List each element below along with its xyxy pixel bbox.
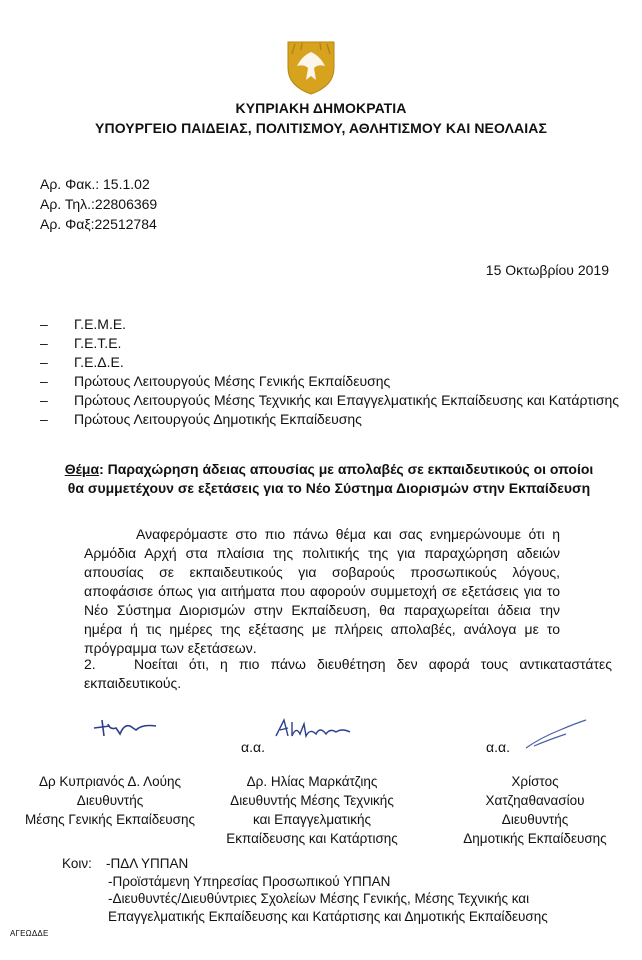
signer-1 [10,772,210,829]
paragraph-2-text: Νοείται ότι, η πιο πάνω διευθέτηση δεν αφορά τους αντικαταστάτες εκπαιδευτικούς. [84,656,612,691]
paragraph-2 [84,655,612,693]
aa-label-2: α.α. [241,739,265,755]
subject-block [64,460,594,498]
signature-1-icon [90,716,160,742]
signer-name: Χατζηαθανασίου [485,793,585,808]
dash-marker: – [40,316,48,332]
cc-item: -Προϊστάμενη Υπηρεσίας Προσωπικού ΥΠΠΑΝ [108,873,391,889]
signature-2-icon [272,716,354,742]
recipient-text: Πρώτους Λειτουργούς Μέσης Τεχνικής και Επαγγελματικής Εκπαίδευσης και Κατάρτισης [74,392,620,408]
cc-item: Επαγγελματικής Εκπαίδευσης και Κατάρτισης και Δημοτικής Εκπαίδευσης [108,908,548,924]
dash-marker: – [40,354,48,370]
signer-title: Διευθυντής [501,812,569,827]
list-item [40,410,620,429]
cc-row [62,855,548,873]
signer-title: και Επαγγελματικής [252,812,372,827]
phone-number: Αρ. Τηλ.:22806369 [40,196,158,212]
signer-2 [212,772,412,848]
footer-code: ΑΓΕΩΔΔΕ [10,929,49,938]
cc-item: -Διευθυντές/Διευθύντριες Σχολείων Μέσης Γενικής, Μέσης Τεχνικής και [108,891,530,906]
signature-3-icon [520,716,590,752]
dash-marker: – [40,392,48,408]
dash-marker: – [40,335,48,351]
signer-title: Εκπαίδευσης και Κατάρτισης [226,831,398,846]
signer-title: Διευθυντής Μέσης Τεχνικής [230,793,394,808]
signer-3 [440,772,630,848]
header-ministry: ΥΠΟΥΡΓΕΙΟ ΠΑΙΔΕΙΑΣ, ΠΟΛΙΤΙΣΜΟΥ, ΑΘΛΗΤΙΣΜΟΥ ΚΑΙ ΝΕΟΛΑΙΑΣ [95,120,547,136]
signer-name: Δρ. Ηλίας Μαρκάτζιης [246,774,378,789]
aa-label-3: α.α. [486,739,510,755]
fax-number: Αρ. Φαξ:22512784 [40,216,157,232]
list-item [40,353,620,372]
signer-title: Μέσης Γενικής Εκπαίδευσης [24,812,196,827]
recipient-text: Πρώτους Λειτουργούς Μέσης Γενικής Εκπαίδευσης [74,373,391,389]
cc-block [62,855,548,925]
list-item [40,372,620,391]
list-item [40,391,620,410]
paragraph-number: 2. [84,656,96,672]
paragraph-1: Αναφερόμαστε στο πιο πάνω θέμα και σας ενημερώνουμε ότι η Αρμόδια Αρχή στα πλαίσια της πολιτικής της για παραχώρηση αδειών απουσίας σε εκπαιδευτικούς για σοβαρούς προσωπικούς λόγους, αποφάσισε όπως για αιτήματα που αφορούν συμμετοχή σε εξετάσεις για το Νέο Σύστημα Διορισμών στην Εκπαίδευση, θα παραχωρείται άδεια την ημέρα ή τις ημέρες της εξέτασης με πλήρεις απολαβές, ανάλογα με το πρόγραμμα των εξετάσεων. [84,526,560,656]
list-item [40,334,620,353]
reference-block [40,174,157,234]
dash-marker: – [40,373,48,389]
recipient-text: Γ.Ε.Μ.Ε. [74,316,127,332]
signer-title: Δημοτικής Εκπαίδευσης [463,831,607,846]
subject-text: : Παραχώρηση άδειας απουσίας με απολαβές σε εκπαιδευτικούς οι οποίοι θα συμμετέχουν σε εξετάσεις για το Νέο Σύστημα Διορισμών στην Εκπαίδευση [67,461,594,496]
cyprus-emblem-icon [280,38,342,96]
recipient-text: Πρώτους Λειτουργούς Δημοτικής Εκπαίδευσης [74,411,362,427]
signer-title: Διευθυντής [76,793,144,808]
header-country: ΚΥΠΡΙΑΚΗ ΔΗΜΟΚΡΑΤΙΑ [235,100,407,116]
cc-label: Κοιν: [62,856,92,871]
dash-marker: – [40,411,48,427]
subject-label: Θέμα [64,461,100,477]
letter-date: 15 Οκτωβρίου 2019 [485,262,609,278]
recipient-list [40,315,620,429]
signer-name: Χρίστος [511,774,559,789]
signer-name: Δρ Κυπριανός Δ. Λούης [38,774,182,789]
cc-item: -ΠΔΛ ΥΠΠΑΝ [106,856,189,871]
recipient-text: Γ.Ε.Δ.Ε. [74,354,124,370]
list-item [40,315,620,334]
file-number: Αρ. Φακ.: 15.1.02 [40,176,150,192]
recipient-text: Γ.Ε.Τ.Ε. [74,335,122,351]
